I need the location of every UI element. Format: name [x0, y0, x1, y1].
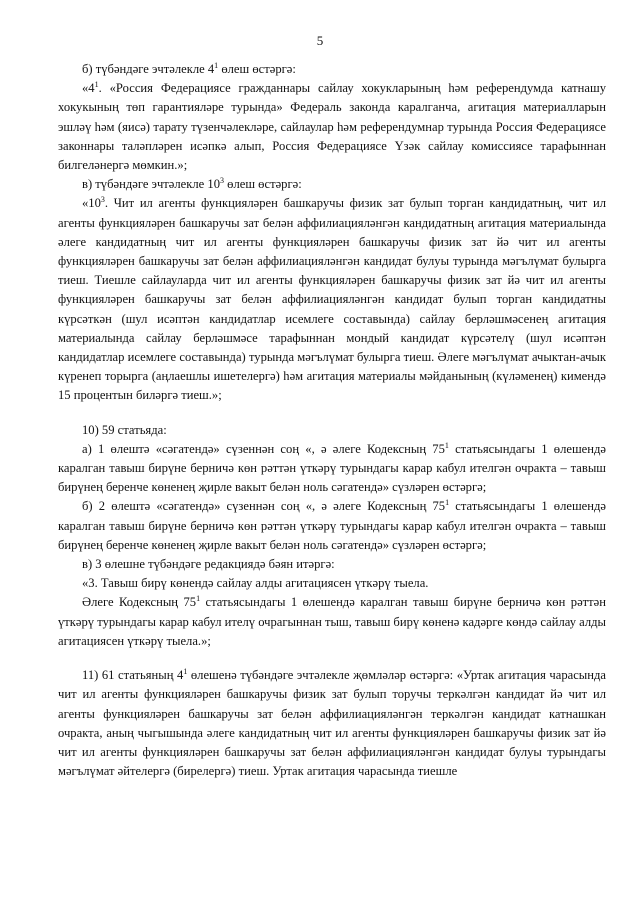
paragraph-v-intro: в) түбәндәге эчтәлекле $10^3$ өлеш өстәргә: — [82, 176, 302, 192]
paragraph-art61: 11) 61 статьяның $4^1$ өлешенә түбәндәге эчтәлекле җөмләләр өстәргә: «Уртак агитация чарасында чит ил агенты функцияләрен башкаручы физик зат булып торучы теркәлгән кандидат йә чит ил агенты функцияләрен башкаручы зат белән аффилиацияләнгән теркәлгән кандидат катнашкан очракта, аның чыгышында әлеге кандидатның чит ил агенты функцияләрен башкаручы физик зат йә чит ил агенты функцияләрен башкаручы зат белән аффилиацияләнгән кандидат булуы турындагы мәгълүмат әйтелергә (бирелергә) тиеш. Уртак агитация чарасында тиешле — [58, 667, 606, 779]
paragraph-art59-v-2: Әлеге Кодексның $75^1$ статьясындагы 1 өлешендә каралган тавыш бирүне берничә көн рәттән үткәрү турындагы карар кабул ителү очрагыннан тыш, тавыш бирү көненә кадәрге көндә сайлау алды агитациясен үткәрү тыела.»; — [58, 594, 607, 648]
paragraph-p10-3: «$10^3$. Чит ил агенты функцияләрен башкаручы физик зат булып торган кандидатның, чит ил агенты функцияләрен башкаручы зат белән аффилиацияләнгән кандидатның агитация материалында әлеге кандидатның чит ил агенты функцияләрен башкаручы физик зат йә чит ил агенты функцияләрен башкаручы зат белән аффилиацияләнгән кандидат булуы турында мәгълүмат булырга тиеш. Тиешле сайлауларда чит ил агенты функцияләрен башкаручы физик зат йә чит ил агенты функцияләрен башкаручы зат белән аффилиацияләнгән кандидат булып торган кандидатны күрсәткән (шул исәптән кандидатлар исемлеге составында) сайлау берләшмәсенең агитация материалында сайлау берләшмәсе тарафыннан мондый кандидат күрсәтелү (шул исәптән кандидатлар исемлеге составында) турында мәгълүмат булырга тиеш. Әлеге мәгълүмат ачыктан-ачык күренеп торырга (аңлаешлы ишетелергә) һәм агитация материалы мәйданының (күләменең) кимендә 15 процентын биләргә тиеш.»; — [58, 195, 606, 403]
paragraph-p4-1: «$4^1$. «Россия Федерациясе гражданнары сайлау хокукларының һәм референдумда катнашу хокукының төп гарантияләре турында» Федераль законда каралганча, агитация материалларын эшләү һәм (яисә) тарату түзенчәлекләре, сайлаулар һәм референдумнар турында Россия Федерациясе законнары таләпләрен исәпкә алып, Россия Федерациясе Үзәк сайлау комиссиясе тарафыннан билгеләнергә мөмкин.»; — [58, 80, 606, 173]
paragraph-art59-v-1: «3. Тавыш бирү көнендә сайлау алды агитациясен үткәрү тыела. — [82, 576, 429, 591]
paragraph-art59: 10) 59 статьяда: — [82, 422, 167, 437]
paragraph-art59-a: а) 1 өлештә «сәгатендә» сүзеннән соң «, ә әлеге Кодексның $75^1$ статьясындагы 1 өлешендә каралган тавыш бирүне берничә көн рәттән үткәрү турындагы карар кабул ителгән очракта – тавыш бирүнең беренче көненең җирле вакыт белән ноль сәгатендә» сүзләрен өстәргә; — [58, 440, 606, 495]
document-body — [58, 60, 606, 781]
page-number: 5 — [316, 33, 324, 48]
paragraph-art59-v: в) 3 өлешне түбәндәге редакциядә бәян итәргә: — [82, 557, 335, 572]
paragraph-art59-b: б) 2 өлештә «сәгатендә» сүзеннән соң «, ә әлеге Кодексның $75^1$ статьясындагы 1 өлешендә каралган тавыш бирүне берничә көн рәттән үткәрү турындагы карар кабул ителгән очракта – тавыш бирүнең беренче көненең җирле вакыт белән ноль сәгатендә» сүзләрен өстәргә; — [58, 498, 607, 552]
paragraph-b-intro: б) түбәндәге эчтәлекле $4^1$ өлеш өстәргә: — [82, 61, 296, 76]
